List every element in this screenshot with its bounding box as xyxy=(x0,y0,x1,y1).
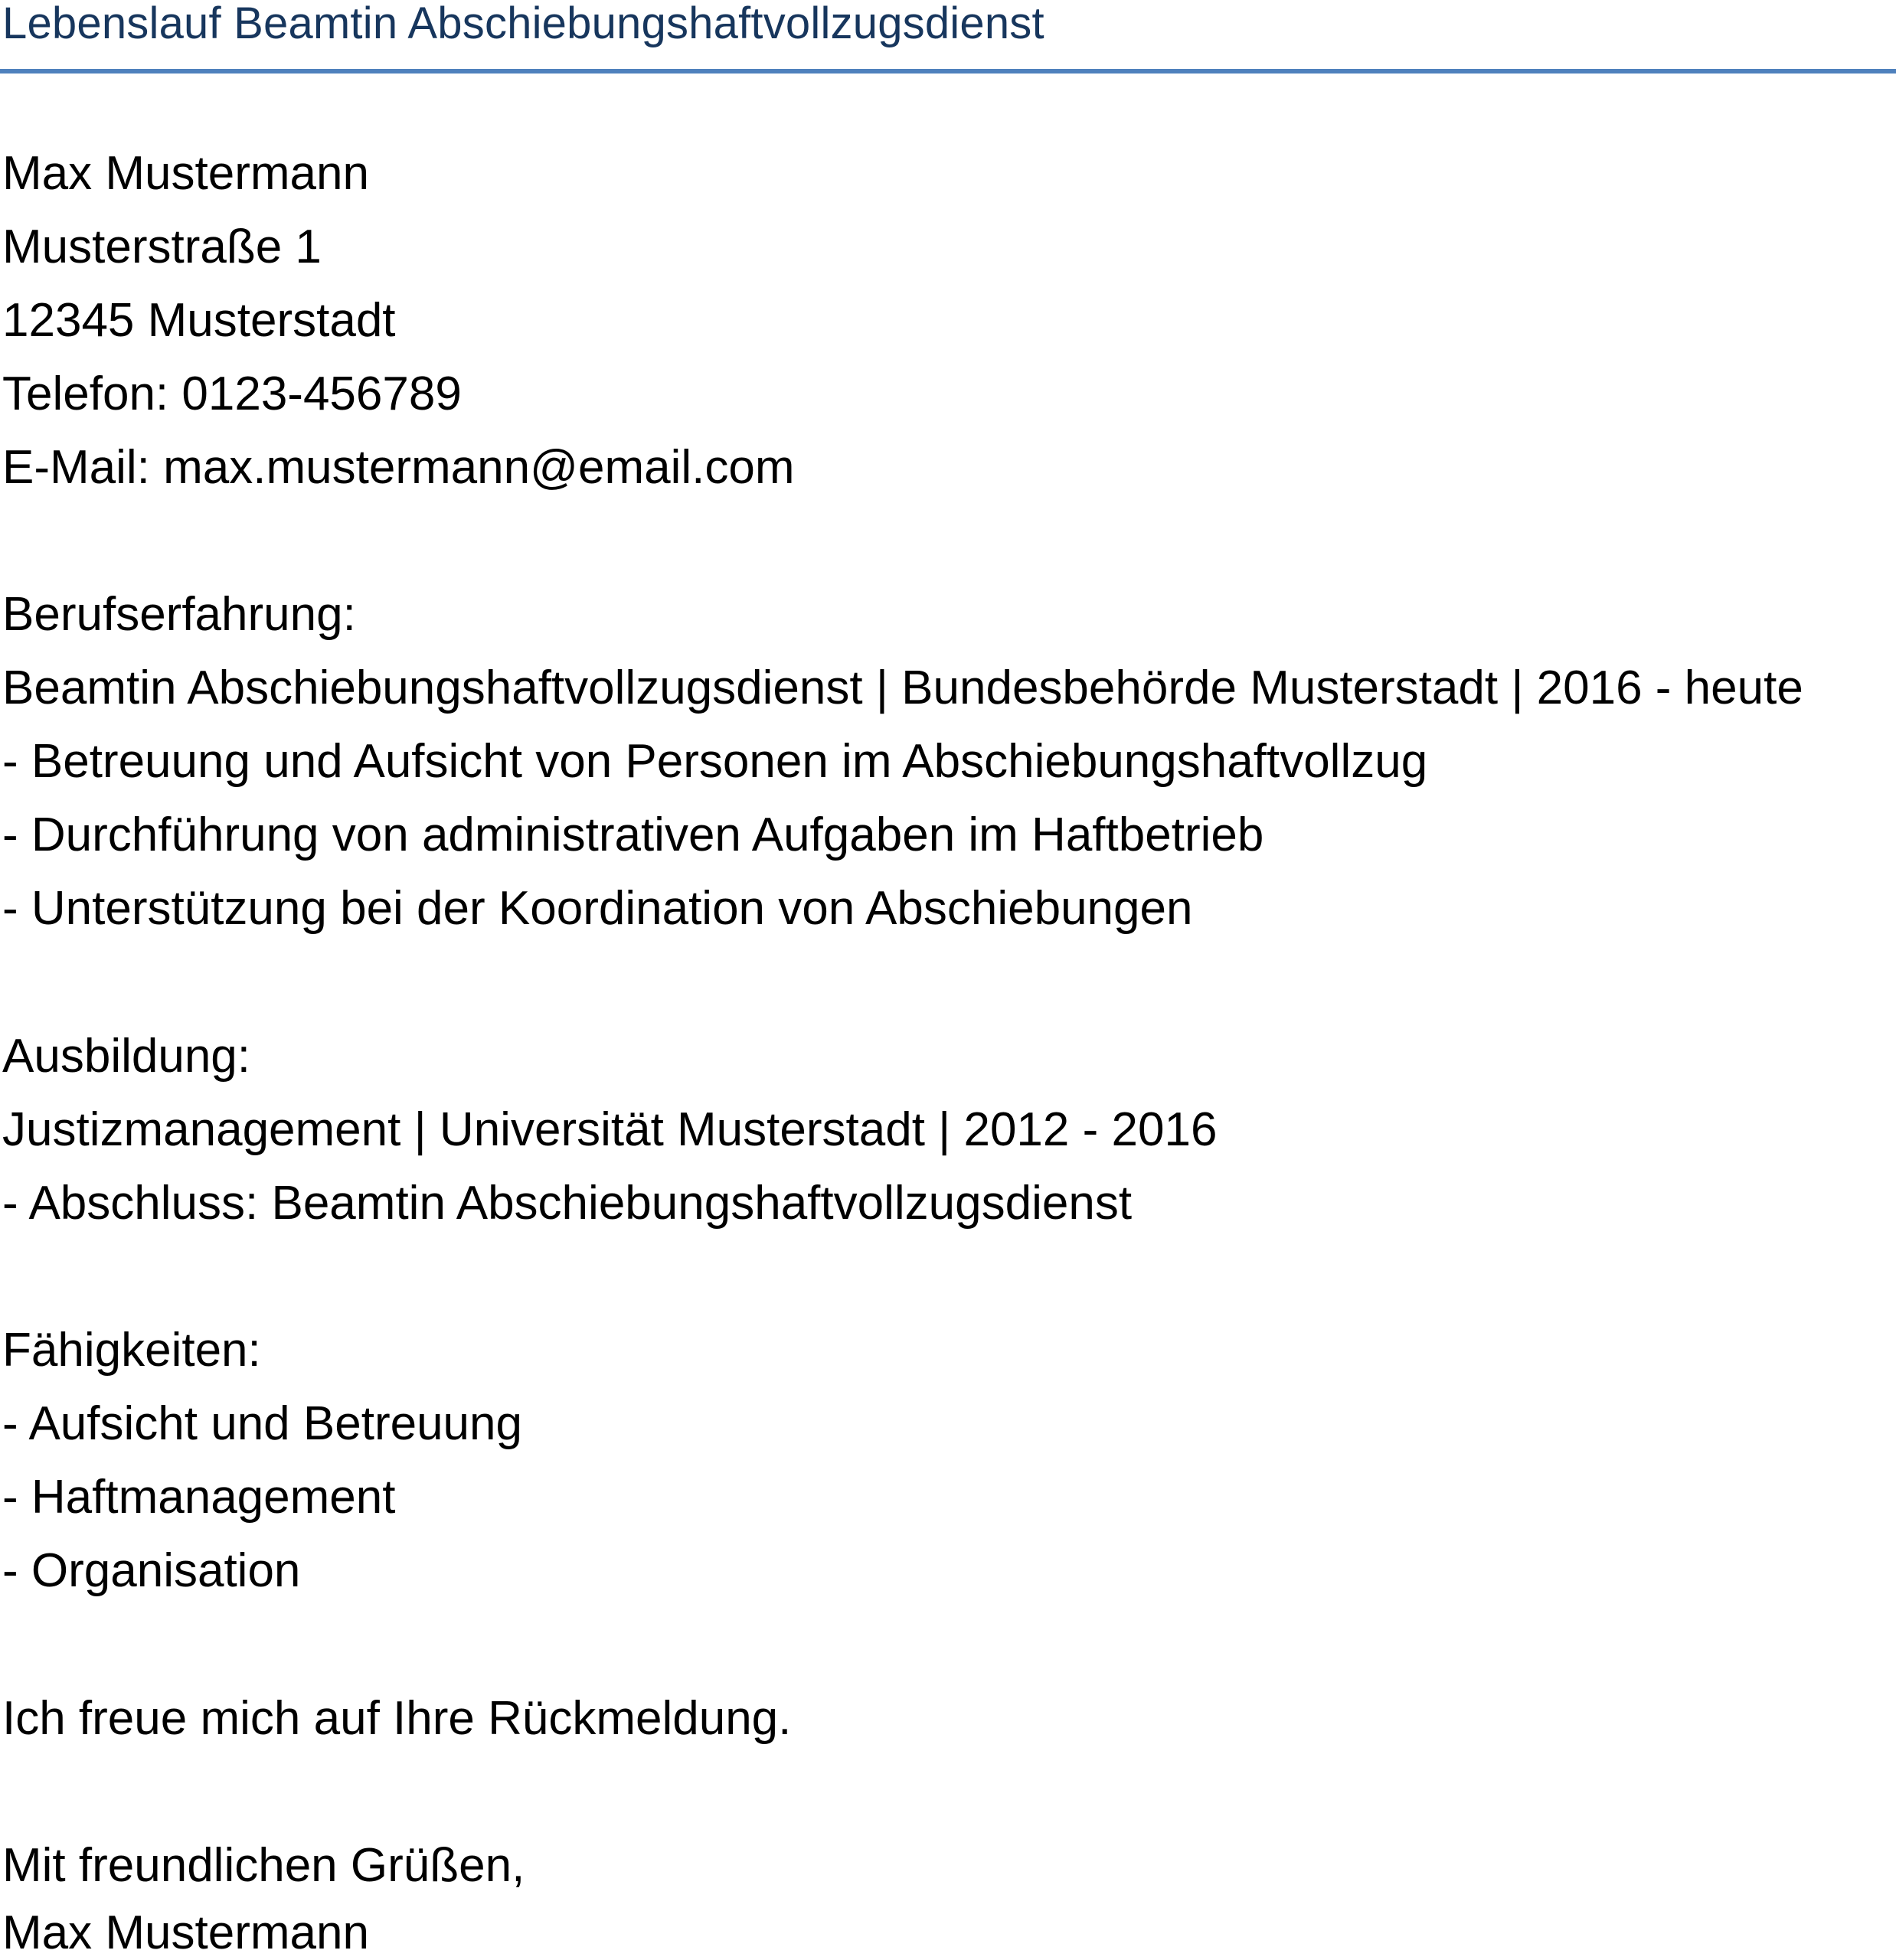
contact-city: 12345 Musterstadt xyxy=(2,294,396,347)
closing-sentence: Ich freue mich auf Ihre Rückmeldung. xyxy=(2,1692,792,1745)
closing-signature: Max Mustermann xyxy=(2,1906,369,1959)
experience-task: - Unterstützung bei der Koordination von Abschiebungen xyxy=(2,882,1193,935)
contact-email: E-Mail: max.mustermann@email.com xyxy=(2,441,795,494)
experience-heading: Berufserfahrung: xyxy=(2,588,356,641)
skills-item: - Haftmanagement xyxy=(2,1471,396,1524)
skills-heading: Fähigkeiten: xyxy=(2,1324,261,1377)
experience-task: - Durchführung von administrativen Aufgaben im Haftbetrieb xyxy=(2,808,1264,861)
experience-position: Beamtin Abschiebungshaftvollzugsdienst | Bundesbehörde Musterstadt | 2016 - heute xyxy=(2,662,1803,714)
education-heading: Ausbildung: xyxy=(2,1030,251,1083)
education-entry: Justizmanagement | Universität Musterstadt | 2012 - 2016 xyxy=(2,1103,1218,1156)
education-degree: - Abschluss: Beamtin Abschiebungshaftvollzugsdienst xyxy=(2,1177,1133,1230)
closing-greeting: Mit freundlichen Grüßen, xyxy=(2,1839,525,1892)
contact-street: Musterstraße 1 xyxy=(2,220,322,273)
contact-phone: Telefon: 0123-456789 xyxy=(2,368,462,420)
contact-name: Max Mustermann xyxy=(2,147,369,200)
title-divider xyxy=(0,69,1896,74)
document-title: Lebenslauf Beamtin Abschiebungshaftvollzugsdienst xyxy=(2,0,1044,48)
skills-item: - Aufsicht und Betreuung xyxy=(2,1397,523,1450)
experience-task: - Betreuung und Aufsicht von Personen im Abschiebungshaftvollzug xyxy=(2,735,1428,788)
skills-item: - Organisation xyxy=(2,1544,301,1597)
